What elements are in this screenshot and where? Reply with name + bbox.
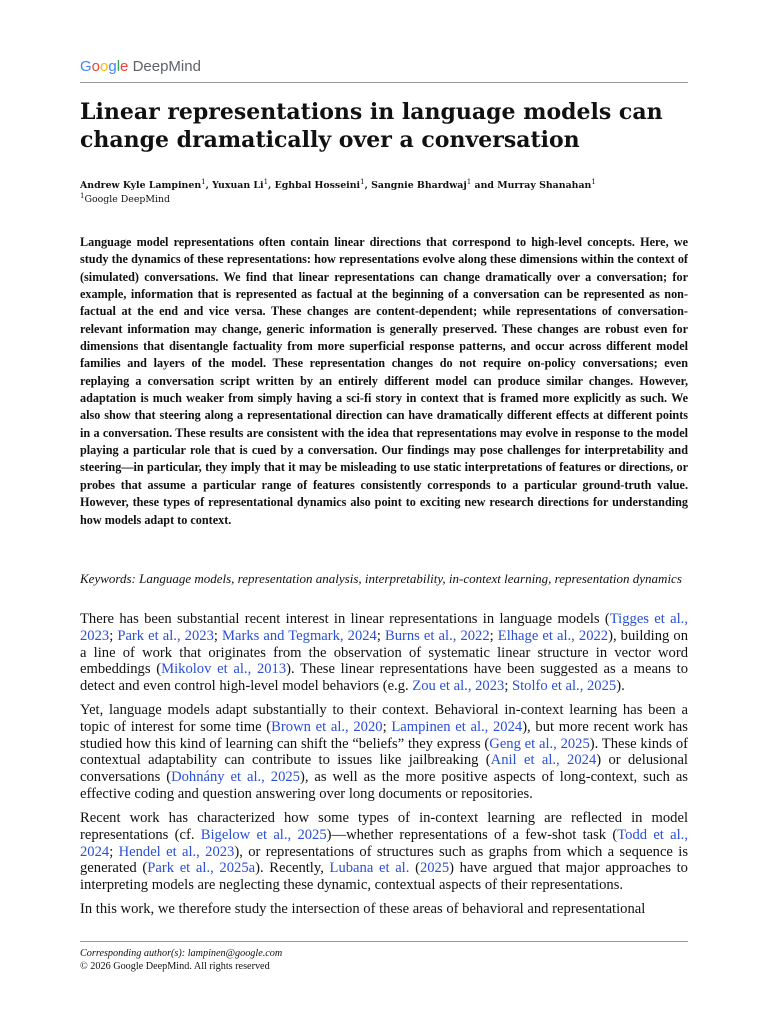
body-paragraph-2: Yet, language models adapt substantially to their context. Behavioral in-context learning has been a topic of interest for some time (Brown et al., 2020; Lampinen et al., 2024), but more recent work has studied how this kind of learning can shift the “beliefs” they express (Geng et al., 2025). These kinds of contextual adaptability can contribute to issues like jailbreaking (Anil et al., 2024) or delusional conversations (Dohnány et al., 2025), as well as the more positive aspects of long-context, such as effective coding and question answering over long documents or repositories.: [80, 702, 688, 802]
keywords: Keywords: Language models, representation analysis, interpretability, in-context learning, representation dynamics: [80, 571, 682, 586]
abstract: Language model representations often contain linear directions that correspond to high-level concepts. Here, we study the dynamics of these representations: how representations evolve along these dimensions within the context of (simulated) conversations. We find that linear representations can change dramatically over a conversation; for example, information that is represented as factual at the beginning of a conversation can be represented as non-factual at the end and vice versa. These changes are content-dependent; while representations of conversation-relevant information may change, generic information is generally preserved. These changes are robust even for dimensions that disentangle factuality from more superficial response patterns, and occur across different model families and layers of the model. These representation changes do not require on-policy conversations; even replaying a conversation script written by an entirely different model can produce similar changes. However, adaptation is much weaker from simply having a sci-fi story in context that is framed more explicitly as such. We also show that steering along a representational direction can have dramatically different effects at different points in a conversation. These results are consistent with the idea that representations may evolve in response to the model playing a particular role that is cued by a conversation. Our findings may pose challenges for interpretability and steering—in particular, they imply that it may be misleading to use static interpretations of features or directions, or probes that assume a particular range of features consistently corresponds to a particular ground-truth value. However, these types of representational dynamics also point to exciting new research directions for understanding how models adapt to context.: [80, 235, 688, 527]
citation-link[interactable]: Mikolov et al., 2013: [161, 661, 287, 678]
google-deepmind-logo: Google DeepMind: [80, 58, 201, 75]
body-paragraph-4: In this work, we therefore study the intersection of these areas of behavioral and representational: [80, 901, 646, 917]
citation-link[interactable]: Dohnány et al., 2025: [171, 769, 300, 786]
author-list: Andrew Kyle Lampinen$^1$, Yuxuan Li$^1$, Eghbal Hosseini$^1$, Sangnie Bhardwaj$^1$ and Murray Shanahan$^1$: [80, 178, 596, 192]
author-name: Yuxuan Li: [212, 180, 264, 192]
author-name: Murray Shanahan: [497, 180, 592, 192]
citation-link[interactable]: Park et al., 2023: [117, 627, 214, 644]
citation-link[interactable]: Lampinen et al., 2024: [391, 718, 523, 735]
copyright-notice: © 2026 Google DeepMind. All rights reserved: [80, 960, 270, 972]
page-header: [80, 56, 688, 83]
body-paragraph-3: Recent work has characterized how some types of in-context learning are reflected in model representations (cf. Bigelow et al., 2025)—whether representations of a few-shot task (Todd et al., 2024; Hendel et al., 2023), or representations of structures such as graphs from which a sequence is generated (Park et al., 2025a). Recently, Lubana et al. (2025) have argued that major approaches to interpreting models are neglecting these dynamic, contextual aspects of their representations.: [80, 810, 688, 894]
citation-link[interactable]: 2025: [419, 860, 450, 877]
citation-link[interactable]: Marks and Tegmark, 2024: [222, 627, 377, 644]
author-name: Andrew Kyle Lampinen: [80, 180, 202, 192]
citation-link[interactable]: Brown et al., 2020: [271, 718, 383, 735]
citation-link[interactable]: Zou et al., 2023: [412, 678, 505, 695]
affiliation: $^1$Google DeepMind: [80, 192, 171, 206]
body-paragraph-1: There has been substantial recent interest in linear representations in language models (Tigges et al., 2023; Park et al., 2023; Marks and Tegmark, 2024; Burns et al., 2022; Elhage et al., 2022), building on a line of work that originates from the observation of systematic linear structure in vector word embeddings (Mikolov et al., 2013). These linear representations have been suggested as a means to detect and even control high-level model behaviors (e.g. Zou et al., 2023; Stolfo et al., 2025).: [80, 611, 688, 695]
citation-link[interactable]: Park et al., 2025a: [147, 860, 256, 877]
corresponding-author: Corresponding author(s): lampinen@google.com: [80, 948, 283, 959]
citation-link[interactable]: Bigelow et al., 2025: [200, 826, 327, 843]
citation-link[interactable]: Stolfo et al., 2025: [512, 678, 617, 695]
citation-link[interactable]: Anil et al., 2024: [490, 752, 597, 769]
citation-link[interactable]: Todd et al., 2024: [80, 826, 688, 860]
page-footer: [80, 941, 688, 973]
citation-link[interactable]: Burns et al., 2022: [384, 627, 490, 644]
paper-title: Linear representations in language models can change dramatically over a conversation: [80, 99, 663, 153]
citation-link[interactable]: Elhage et al., 2022: [497, 627, 609, 644]
citation-link[interactable]: Lubana et al.: [329, 860, 410, 877]
citation-link[interactable]: Tigges et al., 2023: [80, 611, 688, 644]
author-name: Sangnie Bhardwaj: [371, 180, 467, 192]
citation-link[interactable]: Geng et al., 2025: [489, 735, 590, 752]
author-name: Eghbal Hosseini: [274, 180, 361, 192]
citation-link[interactable]: Hendel et al., 2023: [118, 843, 235, 860]
